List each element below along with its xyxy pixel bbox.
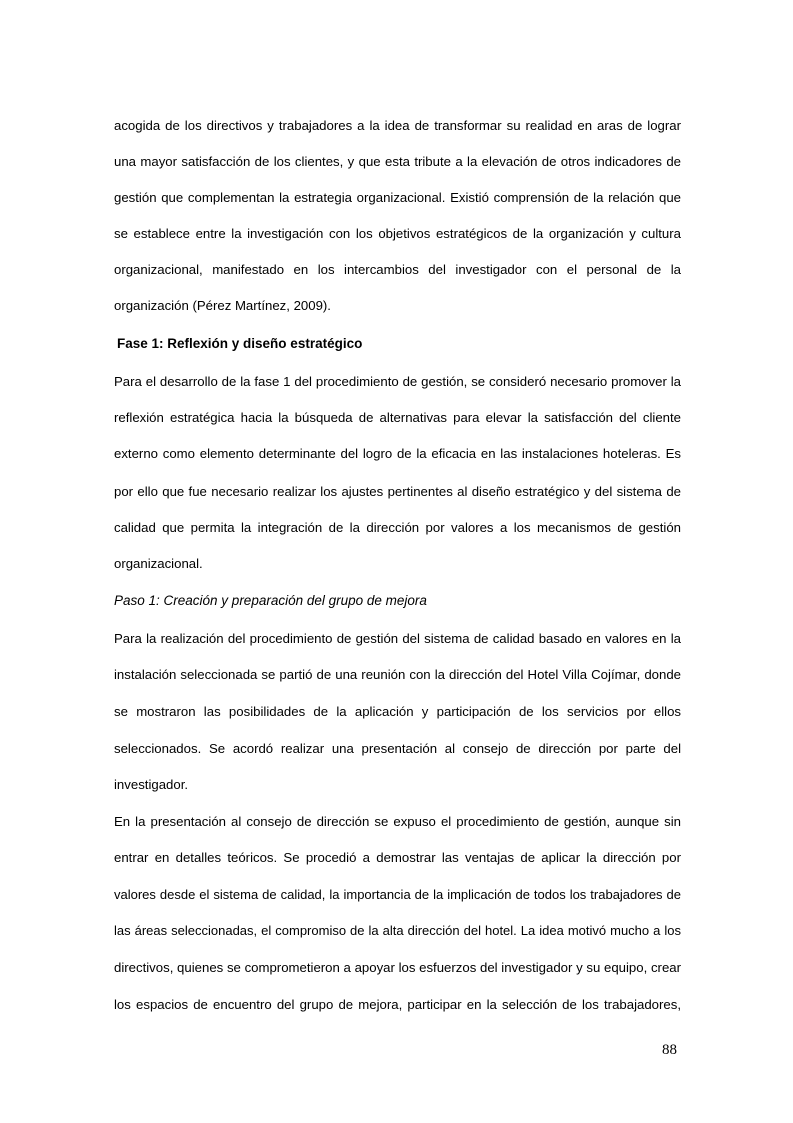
text-line: En la presentación al consejo de dirección se expuso el procedimiento de gestión, aunque sin (114, 814, 681, 829)
text-line: seleccionados. Se acordó realizar una presentación al consejo de dirección por parte del (114, 741, 681, 756)
text-line: investigador. (114, 777, 189, 792)
text-line: organizacional, manifestado en los intercambios del investigador con el personal de la (114, 262, 681, 277)
text-line: los espacios de encuentro del grupo de mejora, participar en la selección de los trabajadores, (114, 997, 681, 1012)
text-line: instalación seleccionada se partió de una reunión con la dirección del Hotel Villa Cojímar, donde (114, 667, 681, 682)
text-line: gestión que complementan la estrategia organizacional. Existió comprensión de la relación que (114, 190, 681, 205)
section-heading: Fase 1: Reflexión y diseño estratégico (117, 336, 363, 351)
text-line: se mostraron las posibilidades de la aplicación y participación de los servicios por ellos (114, 704, 681, 719)
page-number: 88 (662, 1042, 677, 1058)
text-line: por ello que fue necesario realizar los ajustes pertinentes al diseño estratégico y del sistema de (114, 484, 681, 499)
text-line: acogida de los directivos y trabajadores a la idea de transformar su realidad en aras de lograr (114, 118, 681, 133)
text-line: una mayor satisfacción de los clientes, y que esta tribute a la elevación de otros indicadores de (114, 154, 681, 169)
text-line: las áreas seleccionadas, el compromiso de la alta dirección del hotel. La idea motivó mucho a los (114, 923, 681, 938)
text-line: Para el desarrollo de la fase 1 del procedimiento de gestión, se consideró necesario promover la (114, 374, 681, 389)
text-line: organización (Pérez Martínez, 2009). (114, 298, 331, 313)
text-line: entrar en detalles teóricos. Se procedió a demostrar las ventajas de aplicar la dirección por (114, 850, 681, 865)
subsection-heading: Paso 1: Creación y preparación del grupo de mejora (114, 593, 427, 608)
text-line: valores desde el sistema de calidad, la importancia de la implicación de todos los trabajadores de (114, 887, 681, 902)
text-line: directivos, quienes se comprometieron a apoyar los esfuerzos del investigador y su equipo, crear (114, 960, 681, 975)
text-line: reflexión estratégica hacia la búsqueda de alternativas para elevar la satisfacción del cliente (114, 410, 681, 425)
text-line: se establece entre la investigación con los objetivos estratégicos de la organización y cultura (114, 226, 681, 241)
text-line: externo como elemento determinante del logro de la eficacia en las instalaciones hoteleras. Es (114, 446, 681, 461)
text-line: calidad que permita la integración de la dirección por valores a los mecanismos de gestión (114, 520, 681, 535)
text-line: Para la realización del procedimiento de gestión del sistema de calidad basado en valores en la (114, 631, 681, 646)
text-line: organizacional. (114, 556, 203, 571)
